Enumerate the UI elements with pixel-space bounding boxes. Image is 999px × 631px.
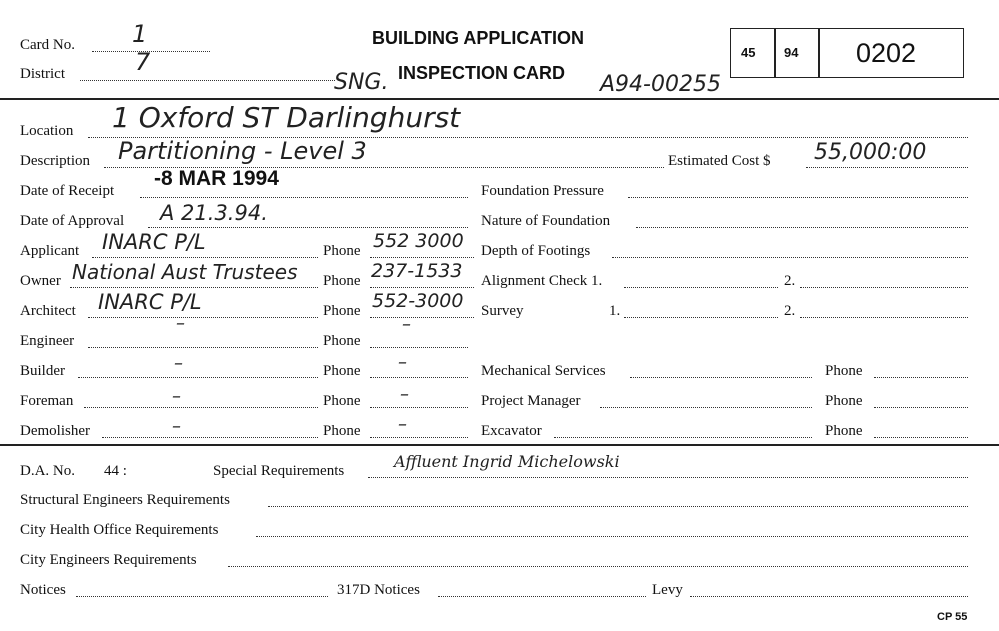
- owner-value: National Aust Trustees: [72, 260, 298, 284]
- foundation-pressure-line: [628, 197, 968, 198]
- section-rule: [0, 444, 999, 446]
- phone-label: Phone: [323, 363, 361, 379]
- estimated-cost-line: [806, 167, 968, 168]
- builder-line: [78, 377, 318, 378]
- header-rule: [0, 98, 999, 100]
- project-manager-line: [600, 407, 812, 408]
- box-value-a: 45: [741, 45, 756, 60]
- alignment-check-label: Alignment Check 1.: [481, 273, 603, 289]
- health-requirements-line: [256, 536, 968, 537]
- structural-requirements-label: Structural Engineers Requirements: [20, 492, 230, 508]
- survey-two-label: 2.: [784, 303, 796, 319]
- phone-label: Phone: [323, 423, 361, 439]
- phone-value: –: [398, 414, 407, 435]
- phone-label: Phone: [323, 303, 361, 319]
- applicant-label: Applicant: [20, 243, 80, 259]
- phone-value: –: [400, 384, 409, 405]
- date-approval-label: Date of Approval: [20, 213, 125, 229]
- phone-line: [370, 317, 474, 318]
- health-requirements-label: City Health Office Requirements: [20, 522, 219, 538]
- phone-label: Phone: [323, 273, 361, 289]
- phone-value: –: [402, 314, 411, 335]
- architect-value: INARC P/L: [98, 290, 202, 314]
- hand-sng: SNG.: [334, 70, 389, 95]
- form-code: CP 55: [937, 611, 968, 623]
- foundation-pressure-label: Foundation Pressure: [481, 183, 604, 199]
- mechanical-services-label: Mechanical Services: [481, 363, 606, 379]
- number-box-divider-2: [818, 28, 820, 78]
- project-manager-phone-line: [874, 407, 968, 408]
- phone-value: 237-1533: [371, 260, 463, 282]
- project-manager-phone-label: Phone: [825, 393, 863, 409]
- mechanical-phone-line: [874, 377, 968, 378]
- da-no-value: 44 :: [104, 463, 127, 479]
- foreman-line: [84, 407, 318, 408]
- owner-line: [70, 287, 318, 288]
- phone-value: 552 3000: [373, 230, 464, 252]
- nature-foundation-label: Nature of Foundation: [481, 213, 611, 229]
- phone-label: Phone: [323, 393, 361, 409]
- special-requirements-line: [368, 477, 968, 478]
- excavator-phone-label: Phone: [825, 423, 863, 439]
- levy-label: Levy: [652, 582, 683, 598]
- phone-label: Phone: [323, 333, 361, 349]
- special-requirements-label: Special Requirements: [213, 463, 345, 479]
- hand-application-number: A94-00255: [600, 72, 721, 97]
- survey-label: Survey: [481, 303, 524, 319]
- date-receipt-stamp: -8 MAR 1994: [154, 167, 279, 190]
- phone-line: [370, 377, 468, 378]
- estimated-cost-value: 55,000:00: [814, 140, 927, 165]
- location-value: 1 Oxford ST Darlinghurst: [112, 101, 461, 134]
- levy-line: [690, 596, 968, 597]
- number-box: [730, 28, 964, 78]
- description-label: Description: [20, 153, 90, 169]
- depth-footings-line: [612, 257, 968, 258]
- phone-value: 552-3000: [372, 290, 464, 312]
- phone-line: [370, 287, 474, 288]
- title-line-2: INSPECTION CARD: [398, 63, 566, 83]
- mechanical-phone-label: Phone: [825, 363, 863, 379]
- structural-requirements-line: [268, 506, 968, 507]
- district-line: [80, 80, 335, 81]
- box-number: 0202: [856, 38, 917, 68]
- estimated-cost-label: Estimated Cost $: [668, 153, 771, 169]
- date-receipt-label: Date of Receipt: [20, 183, 115, 199]
- title-line-1: BUILDING APPLICATION: [372, 28, 584, 48]
- phone-line: [370, 437, 468, 438]
- notices-317d-label: 317D Notices: [337, 582, 420, 598]
- date-approval-value: A 21.3.94.: [160, 201, 268, 225]
- notices-line: [76, 596, 328, 597]
- phone-value: –: [398, 352, 407, 373]
- phone-line: [370, 347, 468, 348]
- engineer-label: Engineer: [20, 333, 75, 349]
- demolisher-line: [102, 437, 318, 438]
- nature-foundation-line: [636, 227, 968, 228]
- phone-line: [370, 257, 474, 258]
- alignment-check-line-2: [800, 287, 968, 288]
- phone-line: [370, 407, 468, 408]
- district-value: 7: [135, 48, 151, 76]
- excavator-phone-line: [874, 437, 968, 438]
- alignment-two-label: 2.: [784, 273, 796, 289]
- survey-one-label: 1.: [609, 303, 621, 319]
- demolisher-label: Demolisher: [20, 423, 90, 439]
- special-requirements-value: Affluent Ingrid Michelowski: [394, 452, 620, 471]
- alignment-check-line-1: [624, 287, 778, 288]
- number-box-divider-1: [774, 28, 776, 78]
- city-engineers-line: [228, 566, 968, 567]
- notices-317d-line: [438, 596, 646, 597]
- applicant-line: [92, 257, 318, 258]
- engineer-line: [88, 347, 318, 348]
- foreman-value: –: [172, 386, 181, 407]
- description-value: Partitioning - Level 3: [118, 137, 367, 165]
- box-value-b: 94: [784, 45, 799, 60]
- survey-line-1: [624, 317, 778, 318]
- card-no-label: Card No.: [20, 37, 75, 53]
- owner-label: Owner: [20, 273, 61, 289]
- engineer-value: –: [176, 313, 185, 334]
- notices-label: Notices: [20, 582, 66, 598]
- excavator-line: [554, 437, 812, 438]
- da-no-label: D.A. No.: [20, 463, 75, 479]
- date-approval-line: [148, 227, 468, 228]
- date-receipt-line: [140, 197, 468, 198]
- card-no-line: [92, 51, 210, 52]
- district-label: District: [20, 66, 65, 82]
- architect-line: [88, 317, 318, 318]
- builder-label: Builder: [20, 363, 65, 379]
- card-no-value: 1: [132, 20, 148, 48]
- demolisher-value: –: [172, 416, 181, 437]
- location-label: Location: [20, 123, 74, 139]
- depth-footings-label: Depth of Footings: [481, 243, 591, 259]
- city-engineers-label: City Engineers Requirements: [20, 552, 197, 568]
- applicant-value: INARC P/L: [102, 230, 206, 254]
- phone-label: Phone: [323, 243, 361, 259]
- builder-value: –: [174, 353, 183, 374]
- foreman-label: Foreman: [20, 393, 74, 409]
- mechanical-services-line: [630, 377, 812, 378]
- project-manager-label: Project Manager: [481, 393, 581, 409]
- architect-label: Architect: [20, 303, 76, 319]
- survey-line-2: [800, 317, 968, 318]
- excavator-label: Excavator: [481, 423, 542, 439]
